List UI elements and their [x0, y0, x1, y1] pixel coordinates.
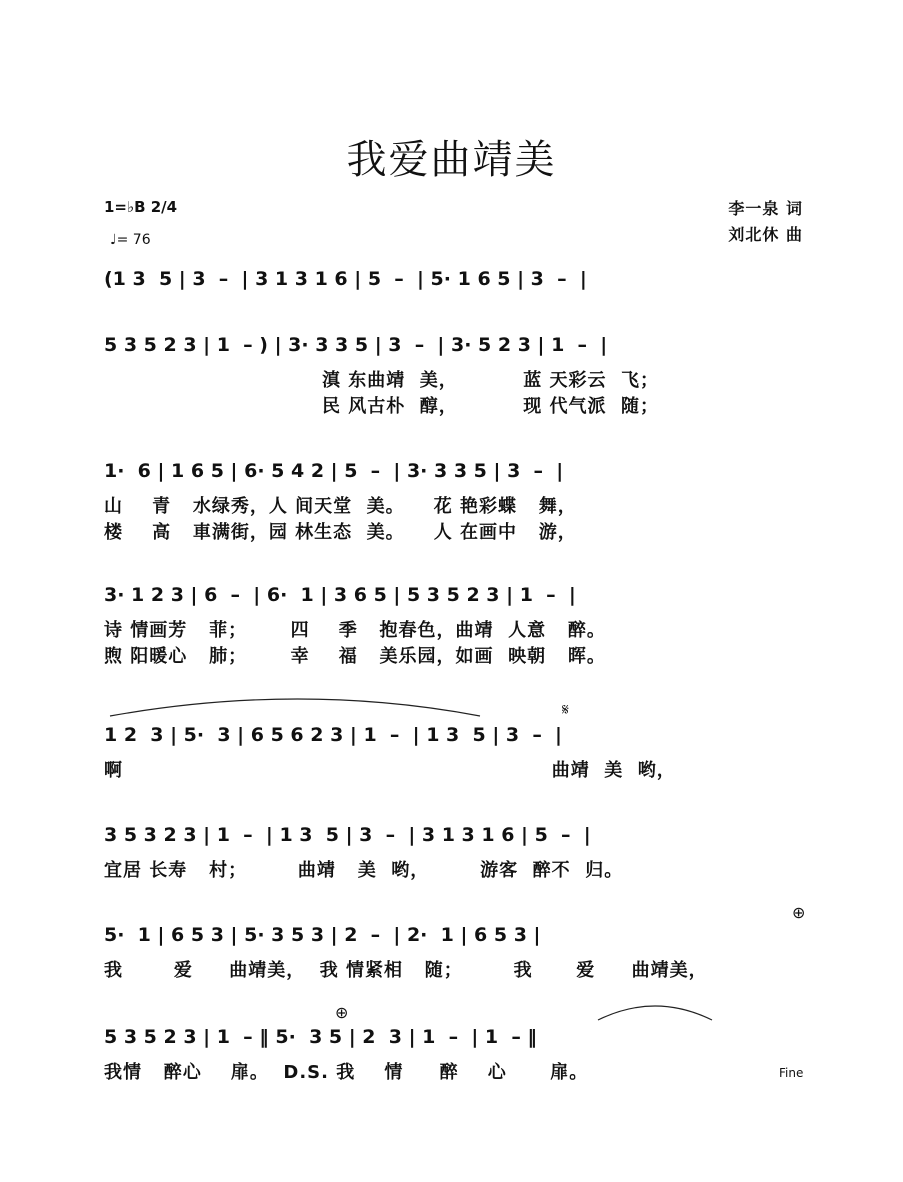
lyric-line: 煦 阳暖心 肺； 幸 福 美乐园，如画 映朝 晖。	[104, 646, 606, 667]
composer-credit: 刘北休 曲	[728, 225, 803, 244]
slur-arc	[110, 699, 480, 716]
segno-mark: 𝄋	[562, 700, 569, 719]
lyric-line: 山 青 水绿秀，人 间天堂 美。 花 艳彩蝶 舞，	[104, 496, 577, 517]
coda-mark: ⊕	[335, 1003, 349, 1022]
notation-row-2: 5 3 5 2 3 | 1 – ) | 3· 3 3 5 | 3 – | 3· 5 2 3 | 1 – |	[104, 334, 608, 356]
lyric-line: 宜居 长寿 村； 曲靖 美 哟， 游客 醉不 归。	[104, 860, 624, 881]
tempo-marking: ♩= 76	[110, 232, 151, 248]
notation-row-7: 5· 1 | 6 5 3 | 5· 3 5 3 | 2 – | 2· 1 | 6 5 3 |	[104, 924, 541, 946]
notation-row-1: (1 3 5 | 3 – | 3 1 3 1 6 | 5 – | 5· 1 6 5 | 3 – |	[104, 268, 587, 290]
fine-mark: Fine	[779, 1066, 804, 1080]
lyric-line: 我 爱 曲靖美， 我 情紧相 随； 我 爱 曲靖美，	[104, 960, 708, 981]
key-signature: 1=♭B 2/4	[104, 198, 178, 216]
lyricist-credit: 李一泉 词	[728, 199, 803, 218]
lyric-line: 滇 东曲靖 美， 蓝 天彩云 飞；	[104, 370, 659, 391]
slur-arc	[598, 1006, 712, 1020]
notation-row-6: 3 5 3 2 3 | 1 – | 1 3 5 | 3 – | 3 1 3 1 6 | 5 – |	[104, 824, 591, 846]
notation-row-3: 1· 6 | 1 6 5 | 6· 5 4 2 | 5 – | 3· 3 3 5 | 3 – |	[104, 460, 564, 482]
notation-row-8: 5 3 5 2 3 | 1 – ‖ 5· 3 5 | 2 3 | 1 – | 1 – ‖	[104, 1026, 537, 1048]
lyric-line: 楼 高 車满街，园 林生态 美。 人 在画中 游，	[104, 522, 577, 543]
lyric-line: 民 风古朴 醇， 现 代气派 随；	[104, 396, 659, 417]
lyric-line: 啊 曲靖 美 哟，	[104, 760, 676, 781]
notation-row-5: 1 2 3 | 5· 3 | 6 5 6 2 3 | 1 – | 1 3 5 | 3 – |	[104, 724, 562, 746]
coda-mark: ⊕	[792, 903, 806, 922]
lyric-line: 我情 醉心 扉。 D.S. 我 情 醉 心 扉。	[104, 1062, 589, 1083]
notation-row-4: 3· 1 2 3 | 6 – | 6· 1 | 3 6 5 | 5 3 5 2 3 | 1 – |	[104, 584, 576, 606]
lyric-line: 诗 情画芳 菲； 四 季 抱春色，曲靖 人意 醉。	[104, 620, 606, 641]
page-title: 我爱曲靖美	[346, 137, 557, 183]
